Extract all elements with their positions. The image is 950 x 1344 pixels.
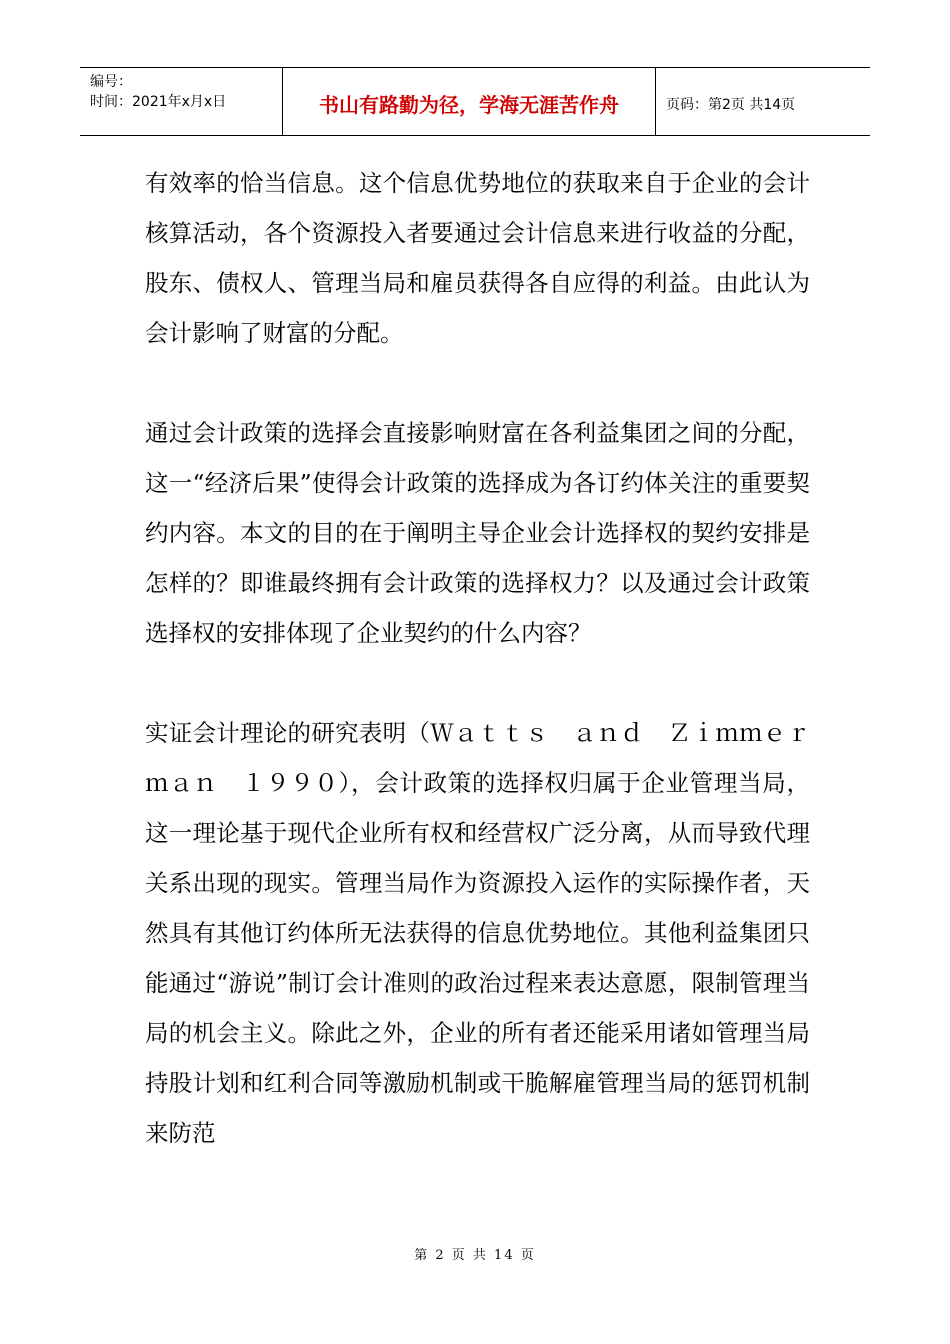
document-body <box>145 158 810 1158</box>
body-paragraph-2: 通过会计政策的选择会直接影响财富在各利益集团之间的分配，这一“经济后果”使得会计政策的选择成为各订约体关注的重要契约内容。本文的目的在于阐明主导企业会计选择权的契约安排是怎样的？即谁最终拥有会计政策的选择权力？以及通过会计政策选择权的安排体现了企业契约的什么内容？ <box>145 419 810 647</box>
document-number-label: 编号： <box>90 74 132 90</box>
body-paragraph-3: 实证会计理论的研究表明（Ｗａｔｔｓ ａｎｄ Ｚｉｍｍｅｒｍａｎ １９９０），会计政策的选择权归属于企业管理当局，这一理论基于现代企业所有权和经营权广泛分离，从而导致代理关系出现的现实。管理当局作为资源投入运作的实际操作者，天然具有其他订约体所无法获得的信息优势地位。其他利益集团只能通过“游说”制订会计准则的政治过程来表达意愿，限制管理当局的机会主义。除此之外，企业的所有者还能采用诸如管理当局持股计划和红利合同等激励机制或干脆解雇管理当局的惩罚机制来防范 <box>145 719 810 1147</box>
header-page-info: 页码：第2页 共14页 <box>666 96 796 113</box>
page-header <box>80 67 870 136</box>
header-meta-cell <box>80 68 283 135</box>
page-footer: 第 2 页 共 14 页 <box>414 1248 536 1263</box>
body-paragraph-1: 有效率的恰当信息。这个信息优势地位的获取来自于企业的会计核算活动，各个资源投入者要通过会计信息来进行收益的分配，股东、债权人、管理当局和雇员获得各自应得的利益。由此认为会计影响了财富的分配。 <box>145 169 810 347</box>
document-time-label: 时间：2021年x月x日 <box>90 94 227 110</box>
header-motto: 书山有路勤为径，学海无涯苦作舟 <box>283 68 656 135</box>
